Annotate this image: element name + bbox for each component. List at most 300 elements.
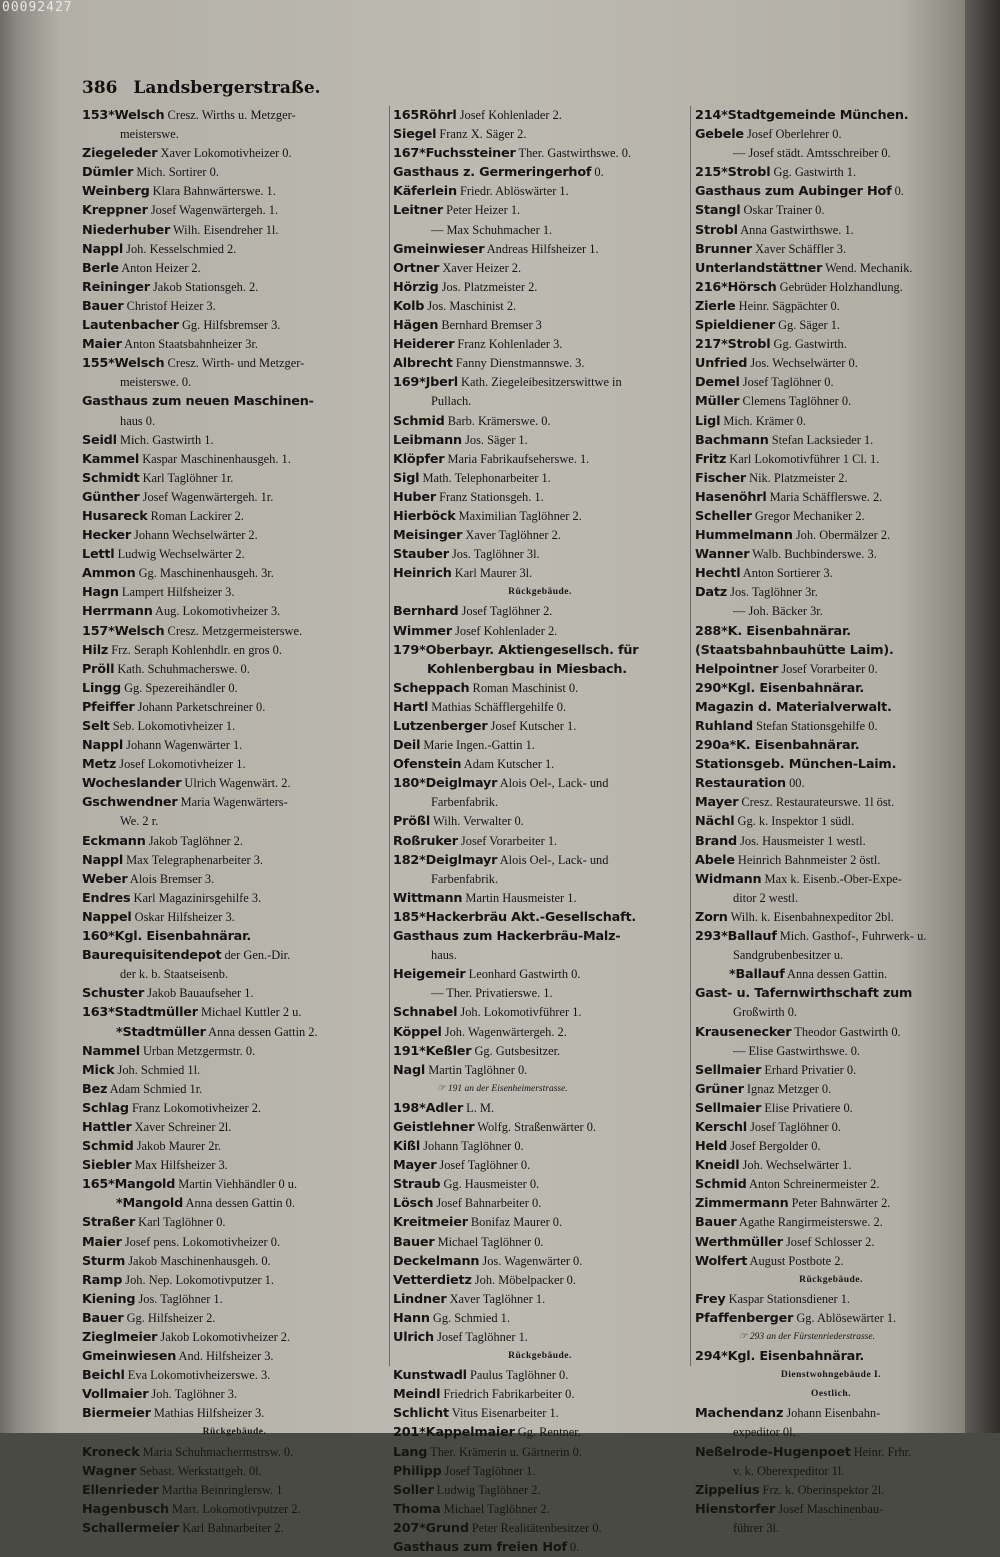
resident-name: Deil bbox=[393, 738, 421, 754]
resident-details: Heinrich Bahnmeister 2 östl. bbox=[734, 852, 881, 867]
resident-name: Lindner bbox=[393, 1291, 447, 1307]
resident-details: Gg. Gutsbesitzer. bbox=[471, 1043, 561, 1058]
resident-details: Josef Wagenwärtergeh. 1. bbox=[147, 203, 279, 218]
resident-name: Krausenecker bbox=[695, 1024, 792, 1040]
directory-entry bbox=[695, 373, 967, 392]
resident-name: Kunstwadl bbox=[393, 1368, 467, 1384]
resident-name: Weber bbox=[82, 871, 128, 887]
resident-name: Nappl bbox=[82, 852, 124, 868]
resident-name: Wimmer bbox=[393, 623, 452, 639]
section-heading: Rückgebäude. bbox=[799, 1274, 863, 1285]
resident-name: Hienstorfer bbox=[695, 1501, 776, 1517]
resident-name: Huber bbox=[393, 489, 436, 505]
resident-details: Maria Wagenwärters- bbox=[177, 795, 288, 810]
resident-name: Straub bbox=[393, 1177, 441, 1193]
resident-name: Zieglmeier bbox=[82, 1330, 158, 1345]
directory-entry bbox=[695, 507, 967, 526]
resident-details: Karl Maurer 3l. bbox=[451, 566, 533, 581]
directory-entry bbox=[82, 851, 387, 870]
directory-entry bbox=[695, 1347, 967, 1366]
resident-name: Stangl bbox=[695, 203, 741, 219]
resident-details: Ludwig Wechselwärter 2. bbox=[114, 547, 245, 562]
directory-entry bbox=[82, 1099, 387, 1118]
directory-entry bbox=[82, 564, 387, 583]
directory-entry bbox=[695, 1175, 967, 1194]
directory-entry bbox=[82, 889, 387, 908]
resident-name: Ziegeleder bbox=[82, 146, 158, 162]
resident-name: Kroneck bbox=[82, 1444, 140, 1460]
resident-details: 0. bbox=[566, 1540, 580, 1555]
directory-entry bbox=[695, 1233, 967, 1252]
resident-name: *Ballauf bbox=[729, 967, 785, 983]
directory-entry bbox=[393, 1213, 687, 1232]
directory-entry bbox=[695, 1156, 967, 1175]
resident-details: Johann Taglöhner 0. bbox=[420, 1139, 524, 1154]
directory-entry bbox=[82, 583, 387, 602]
directory-entry bbox=[695, 1213, 967, 1232]
resident-name: (Staatsbahnbauhütte Laim). bbox=[695, 642, 894, 658]
resident-details: Karl Taglöhner 1r. bbox=[139, 470, 234, 485]
directory-entry bbox=[393, 1061, 687, 1080]
resident-details: Karl Bahnarbeiter 2. bbox=[179, 1520, 284, 1535]
resident-name: Zippelius bbox=[695, 1482, 760, 1498]
resident-name: Roßruker bbox=[393, 833, 458, 849]
resident-details: Josef Lokomotivheizer 1. bbox=[116, 757, 246, 772]
resident-name: Bauer bbox=[82, 298, 124, 314]
resident-details: Alois Oel-, Lack- und bbox=[497, 852, 609, 867]
directory-entry bbox=[393, 1500, 687, 1519]
resident-details: Ulrich Wagenwärt. 2. bbox=[181, 776, 291, 791]
directory-entry bbox=[82, 1462, 387, 1481]
directory-entry bbox=[82, 106, 387, 125]
resident-details: Friedr. Ablöswärter 1. bbox=[456, 184, 569, 199]
resident-details: Wend. Mechanik. bbox=[822, 260, 913, 275]
resident-name: Jberl bbox=[425, 375, 458, 391]
resident-name: Schnabel bbox=[393, 1005, 458, 1021]
resident-name: Gasthaus zum freien Hof bbox=[393, 1540, 567, 1556]
directory-entry bbox=[695, 259, 967, 278]
directory-entry bbox=[695, 1500, 967, 1519]
house-number: 217* bbox=[695, 337, 728, 353]
entry-continuation: führer 3l. bbox=[733, 1520, 780, 1535]
resident-name: Zierle bbox=[695, 298, 736, 314]
resident-details: Mathias Hilfsheizer 3. bbox=[150, 1406, 265, 1421]
resident-details: Friedrich Fabrikarbeiter 0. bbox=[440, 1387, 575, 1402]
scan-id: 00092427 bbox=[2, 0, 73, 15]
resident-name: Kiening bbox=[82, 1291, 136, 1307]
directory-entry bbox=[393, 1118, 687, 1137]
entry-continuation: v. k. Oberexpeditor 1l. bbox=[733, 1463, 845, 1478]
section-heading: Oestlich. bbox=[810, 1389, 852, 1400]
resident-details: Joh. Kesselschmied 2. bbox=[123, 241, 237, 256]
resident-name: Prößl bbox=[393, 814, 431, 830]
resident-name: Niederhuber bbox=[82, 222, 171, 238]
directory-entry bbox=[695, 755, 967, 774]
resident-details: Josef Kohlenlader 2. bbox=[456, 108, 562, 122]
directory-entry bbox=[393, 450, 687, 469]
entry-continuation: Pullach. bbox=[431, 394, 472, 409]
resident-name: Käferlein bbox=[393, 184, 457, 200]
resident-details: Seb. Lokomotivheizer 1. bbox=[109, 719, 236, 733]
entry-continuation: Sandgrubenbesitzer u. bbox=[733, 948, 844, 963]
resident-details: Sebast. Werkstattgeh. 0l. bbox=[136, 1463, 262, 1478]
resident-name: Hecker bbox=[82, 528, 131, 544]
resident-details: Mich. Krämer 0. bbox=[720, 413, 806, 428]
resident-name: Bez bbox=[82, 1081, 108, 1097]
directory-entry bbox=[393, 507, 687, 526]
resident-details: Johann Wechselwärter 2. bbox=[130, 528, 258, 543]
house-number: 293* bbox=[695, 929, 728, 945]
resident-details: Cresz. Metzgermeisterswe. bbox=[164, 623, 303, 638]
resident-details: Franz Kohlenlader 3. bbox=[454, 337, 563, 352]
directory-entry bbox=[393, 373, 687, 392]
directory-entry bbox=[393, 774, 687, 793]
resident-name: Stationsgeb. München-Laim. bbox=[695, 757, 897, 773]
resident-name: Brunner bbox=[695, 241, 752, 257]
resident-details: Lampert Hilfsheizer 3. bbox=[118, 585, 235, 600]
resident-details: 0. bbox=[891, 184, 904, 199]
resident-name: Kgl. Eisenbahnärar. bbox=[114, 929, 252, 945]
resident-details: Jakob Taglöhner 2. bbox=[145, 833, 243, 848]
directory-entry bbox=[695, 354, 967, 373]
resident-name: Seidl bbox=[82, 432, 117, 448]
resident-details: Heinr. Sägpächter 0. bbox=[735, 298, 840, 313]
resident-name: Hägen bbox=[393, 318, 439, 334]
directory-entry bbox=[695, 965, 967, 984]
resident-name: Deiglmayr bbox=[425, 852, 498, 868]
resident-details: Jakob Maurer 2r. bbox=[133, 1139, 221, 1154]
resident-name: Gmeinwieser bbox=[393, 241, 485, 257]
directory-entry bbox=[82, 660, 387, 679]
resident-details: Josef Maschinenbau- bbox=[775, 1501, 884, 1516]
resident-name: Adler bbox=[425, 1100, 464, 1116]
resident-name: Fuchssteiner bbox=[425, 146, 516, 162]
directory-entry bbox=[393, 1385, 687, 1404]
resident-details: Anna dessen Gattin 2. bbox=[205, 1024, 318, 1039]
resident-details: Max Telegraphenarbeiter 3. bbox=[123, 852, 264, 867]
resident-name: Lang bbox=[393, 1444, 428, 1460]
resident-name: Helpointner bbox=[695, 661, 779, 677]
directory-entry bbox=[695, 641, 967, 660]
resident-name: Deckelmann bbox=[393, 1253, 480, 1269]
directory-entry bbox=[82, 297, 387, 316]
directory-entry bbox=[393, 1156, 687, 1175]
directory-entry bbox=[82, 488, 387, 507]
resident-name: *Stadtmüller bbox=[116, 1024, 206, 1040]
directory-entry bbox=[393, 259, 687, 278]
directory-entry bbox=[82, 507, 387, 526]
resident-name: Oberbayr. Aktiengesellsch. für bbox=[425, 642, 639, 658]
resident-details: Josef Taglöhner 1. bbox=[433, 1330, 528, 1344]
resident-details: Ther. Krämerin u. Gärtnerin 0. bbox=[427, 1444, 582, 1459]
resident-details: Max Hilfsheizer 3. bbox=[131, 1158, 228, 1173]
resident-details: Gg. Spezereihändler 0. bbox=[120, 680, 238, 695]
resident-details: Jos. Wagenwärter 0. bbox=[479, 1253, 583, 1268]
resident-details: Kaspar Stationsdiener 1. bbox=[725, 1291, 851, 1306]
resident-name: Ramp bbox=[82, 1272, 123, 1288]
directory-entry bbox=[695, 583, 967, 602]
house-number: 201* bbox=[393, 1425, 426, 1441]
resident-name: Unfried bbox=[695, 356, 748, 372]
resident-details: Kaspar Maschinenhausgeh. 1. bbox=[139, 451, 291, 466]
house-number: 290a* bbox=[695, 738, 737, 754]
resident-name: Pfeiffer bbox=[82, 699, 135, 715]
directory-entry bbox=[393, 335, 687, 354]
directory-entry bbox=[393, 1538, 687, 1557]
resident-details: Andreas Hilfsheizer 1. bbox=[484, 241, 599, 256]
resident-name: Metz bbox=[82, 757, 117, 773]
directory-entry bbox=[393, 1290, 687, 1309]
resident-details: Josef Taglöhner 0. bbox=[739, 375, 834, 390]
resident-details: Elise Privatiere 0. bbox=[761, 1100, 853, 1115]
resident-details: Anton Staatsbahnheizer 3r. bbox=[121, 337, 259, 352]
resident-details: Xaver Schreiner 2l. bbox=[131, 1119, 232, 1134]
directory-entry bbox=[82, 1443, 387, 1462]
resident-name: Beichl bbox=[82, 1368, 125, 1384]
resident-details: Ther. Gastwirthswe. 0. bbox=[515, 146, 632, 161]
directory-entry bbox=[393, 736, 687, 755]
house-number: 167* bbox=[393, 146, 426, 162]
resident-details: Franz X. Säger 2. bbox=[436, 127, 527, 142]
resident-details: Joh. Möbelpacker 0. bbox=[471, 1272, 576, 1287]
resident-details: Josef Oberlehrer 0. bbox=[743, 127, 842, 142]
directory-entry bbox=[82, 755, 387, 774]
directory-entry bbox=[82, 144, 387, 163]
directory-entry bbox=[393, 851, 687, 870]
resident-details: Gg. Rentner. bbox=[514, 1425, 581, 1440]
resident-details: Gg. Maschinenhausgeh. 3r. bbox=[135, 566, 274, 581]
resident-name: Philipp bbox=[393, 1463, 442, 1479]
directory-entry bbox=[695, 526, 967, 545]
resident-name: Hilz bbox=[82, 642, 109, 658]
resident-details: Gg. Hausmeister 0. bbox=[440, 1177, 540, 1192]
resident-details: August Postbote 2. bbox=[747, 1253, 844, 1268]
resident-details: Xaver Taglöhner 1. bbox=[446, 1291, 546, 1306]
entry-continuation: haus 0. bbox=[120, 413, 156, 428]
resident-details: Walb. Buchbinderswe. 3. bbox=[749, 547, 877, 562]
directory-entry bbox=[393, 908, 687, 927]
directory-entry bbox=[695, 297, 967, 316]
directory-entry bbox=[82, 1233, 387, 1252]
resident-details: Adam Kutscher 1. bbox=[461, 757, 555, 772]
directory-entry bbox=[82, 545, 387, 564]
resident-name: Bauer bbox=[393, 1234, 435, 1250]
directory-entry bbox=[82, 1061, 387, 1080]
resident-details: Ignaz Metzger 0. bbox=[743, 1081, 832, 1096]
resident-name: Ortner bbox=[393, 260, 440, 276]
resident-details: Jakob Lokomotivheizer 2. bbox=[157, 1330, 291, 1344]
entry-continuation: meisterswe. 0. bbox=[120, 375, 192, 390]
resident-details: Joh. Wagenwärtergeh. 2. bbox=[441, 1024, 567, 1039]
resident-name: Gast- u. Tafernwirthschaft zum bbox=[695, 986, 913, 1002]
resident-details: Bonifaz Maurer 0. bbox=[467, 1215, 563, 1230]
resident-name: Müller bbox=[695, 394, 740, 410]
resident-name: Gschwendner bbox=[82, 795, 178, 811]
resident-details: Michael Taglöhner 2. bbox=[440, 1501, 550, 1516]
resident-details: Mathias Schäfflergehilfe 0. bbox=[428, 699, 567, 714]
directory-entry bbox=[695, 717, 967, 736]
directory-entry bbox=[393, 1328, 687, 1347]
resident-details: Gg. Gastwirth 1. bbox=[770, 165, 857, 180]
directory-entry bbox=[393, 163, 687, 182]
directory-entry bbox=[393, 1023, 687, 1042]
resident-name: Kerschl bbox=[695, 1119, 747, 1135]
resident-name: Hagenbusch bbox=[82, 1501, 169, 1517]
directory-entry bbox=[695, 316, 967, 335]
directory-entry bbox=[695, 774, 967, 793]
resident-name: Wolfert bbox=[695, 1253, 748, 1269]
resident-name: Berle bbox=[82, 260, 119, 276]
directory-entry bbox=[695, 660, 967, 679]
resident-details: Mich. Sortirer 0. bbox=[133, 165, 219, 180]
resident-name: Köppel bbox=[393, 1024, 442, 1040]
resident-details: Karl Taglöhner 0. bbox=[135, 1215, 226, 1230]
directory-entry bbox=[393, 641, 687, 660]
resident-details: Gg. k. Inspektor 1 südl. bbox=[734, 814, 855, 829]
column-rule bbox=[389, 106, 390, 1366]
resident-name: Mangold bbox=[114, 1177, 176, 1193]
resident-name: Kolb bbox=[393, 298, 425, 314]
resident-details: Martha Beinringlersw. 1 bbox=[158, 1482, 283, 1497]
directory-entry bbox=[82, 1137, 387, 1156]
resident-details: L. M. bbox=[463, 1100, 495, 1115]
resident-details: Jos. Maschinist 2. bbox=[424, 298, 517, 313]
resident-details: Joh. Taglöhner 3. bbox=[148, 1387, 238, 1402]
resident-details: Peter Heizer 1. bbox=[443, 203, 521, 218]
resident-name: Kgl. Eisenbahnärar. bbox=[727, 1349, 865, 1365]
directory-entry bbox=[393, 354, 687, 373]
resident-name: Neßelrode-Hugenpoet bbox=[695, 1444, 851, 1460]
resident-details: Barb. Krämerswe. 0. bbox=[444, 413, 551, 428]
resident-name: Stadtgemeinde München. bbox=[727, 108, 909, 123]
resident-details: Maximilian Taglöhner 2. bbox=[455, 508, 582, 523]
resident-name: Baurequisitendepot bbox=[82, 948, 222, 964]
directory-entry bbox=[695, 564, 967, 583]
resident-name: Keßler bbox=[425, 1043, 472, 1059]
resident-details: Jakob Bauaufseher 1. bbox=[144, 986, 254, 1001]
directory-entry bbox=[82, 1194, 387, 1213]
resident-details: Wilh. Verwalter 0. bbox=[430, 814, 524, 829]
resident-name: Kgl. Eisenbahnärar. bbox=[727, 680, 865, 696]
resident-name: Welsch bbox=[114, 356, 165, 372]
resident-details: Frz. Seraph Kohlenhdlr. en gros 0. bbox=[108, 642, 282, 657]
resident-details: Adam Schmied 1r. bbox=[107, 1081, 203, 1096]
resident-name: Sellmaier bbox=[695, 1062, 762, 1078]
directory-entry bbox=[82, 1252, 387, 1271]
directory-entry bbox=[695, 812, 967, 831]
directory-entry bbox=[82, 832, 387, 851]
resident-name: Kohlenbergbau in Miesbach. bbox=[427, 661, 627, 677]
directory-entry bbox=[82, 1023, 387, 1042]
directory-entry bbox=[393, 201, 687, 220]
resident-name: Schuster bbox=[82, 986, 145, 1002]
directory-entry bbox=[695, 221, 967, 240]
resident-name: Sigl bbox=[393, 470, 420, 486]
resident-details: Roman Maschinist 0. bbox=[469, 680, 579, 695]
directory-entry bbox=[82, 354, 387, 373]
resident-name: Gasthaus zum Hackerbräu-Malz- bbox=[393, 929, 621, 945]
resident-details: Peter Realitätenbesitzer 0. bbox=[468, 1520, 602, 1535]
directory-entry bbox=[695, 1080, 967, 1099]
directory-entry bbox=[695, 908, 967, 927]
resident-name: Endres bbox=[82, 890, 131, 906]
resident-name: Hierböck bbox=[393, 508, 456, 524]
directory-entry bbox=[393, 717, 687, 736]
page-header bbox=[82, 78, 321, 98]
directory-entry bbox=[393, 927, 687, 946]
resident-name: Kreitmeier bbox=[393, 1215, 468, 1231]
resident-name: Nächl bbox=[695, 814, 735, 830]
resident-details: Jos. Taglöhner 1. bbox=[135, 1291, 223, 1306]
resident-name: Röhrl bbox=[419, 108, 457, 123]
directory-entry bbox=[82, 431, 387, 450]
directory-entry bbox=[82, 469, 387, 488]
resident-details: Martin Hausmeister 1. bbox=[462, 890, 577, 905]
cross-reference-note: ☞ 293 an der Fürstenriederstrasse. bbox=[739, 1332, 875, 1342]
directory-entry bbox=[393, 1404, 687, 1423]
resident-name: Ammon bbox=[82, 566, 136, 582]
resident-details: Marie Ingen.-Gattin 1. bbox=[420, 738, 535, 753]
directory-entry bbox=[82, 221, 387, 240]
directory-entry bbox=[82, 679, 387, 698]
directory-entry bbox=[695, 927, 967, 946]
resident-name: Lettl bbox=[82, 547, 115, 563]
entry-continuation: — Max Schuhmacher 1. bbox=[431, 222, 553, 237]
resident-name: *Mangold bbox=[116, 1196, 184, 1212]
resident-name: Ligl bbox=[695, 413, 721, 429]
resident-name: Demel bbox=[695, 375, 740, 391]
entry-continuation: — Joh. Bäcker 3r. bbox=[733, 604, 823, 619]
resident-name: Bauer bbox=[82, 1310, 124, 1326]
resident-details: Agathe Rangirmeisterswe. 2. bbox=[736, 1215, 883, 1230]
directory-entry bbox=[695, 793, 967, 812]
resident-details: Josef Wagenwärtergeh. 1r. bbox=[139, 489, 274, 504]
resident-name: Reininger bbox=[82, 279, 150, 295]
resident-details: Gg. Säger 1. bbox=[774, 318, 841, 333]
resident-details: Gg. Hilfsheizer 2. bbox=[123, 1310, 216, 1325]
directory-entry bbox=[393, 278, 687, 297]
directory-entry bbox=[82, 602, 387, 621]
resident-details: Jos. Säger 1. bbox=[461, 432, 528, 447]
page-number: 386 bbox=[82, 78, 118, 98]
resident-details: Anton Sortierer 3. bbox=[740, 566, 833, 581]
directory-entry bbox=[695, 832, 967, 851]
house-number: 165* bbox=[82, 1177, 115, 1193]
entry-continuation: haus. bbox=[431, 948, 457, 963]
entry-continuation: expeditor 0l. bbox=[733, 1425, 796, 1440]
house-number: 182* bbox=[393, 852, 426, 868]
resident-details: Joh. Obermälzer 2. bbox=[792, 528, 891, 543]
resident-details: Josef Vorarbeiter 1. bbox=[457, 833, 558, 848]
resident-name: Schmid bbox=[82, 1139, 134, 1155]
resident-name: Hackerbräu Akt.-Gesellschaft. bbox=[425, 909, 637, 925]
resident-details: Johann Eisenbahn- bbox=[783, 1406, 881, 1421]
directory-entry bbox=[695, 1443, 967, 1462]
resident-name: Siegel bbox=[393, 127, 437, 143]
directory-entry bbox=[393, 412, 687, 431]
directory-entry bbox=[393, 602, 687, 621]
resident-name: Pfaffenberger bbox=[695, 1310, 794, 1326]
resident-details: Joh. Lokomotivführer 1. bbox=[457, 1005, 582, 1020]
directory-entry bbox=[82, 182, 387, 201]
resident-name: Scheller bbox=[695, 508, 752, 524]
entry-continuation: meisterswe. bbox=[120, 127, 179, 142]
resident-details: Maria Schäfflerswe. 2. bbox=[766, 489, 883, 504]
directory-entry bbox=[695, 392, 967, 411]
directory-entry bbox=[393, 1519, 687, 1538]
resident-name: Bernhard bbox=[393, 604, 459, 620]
directory-entry bbox=[82, 908, 387, 927]
